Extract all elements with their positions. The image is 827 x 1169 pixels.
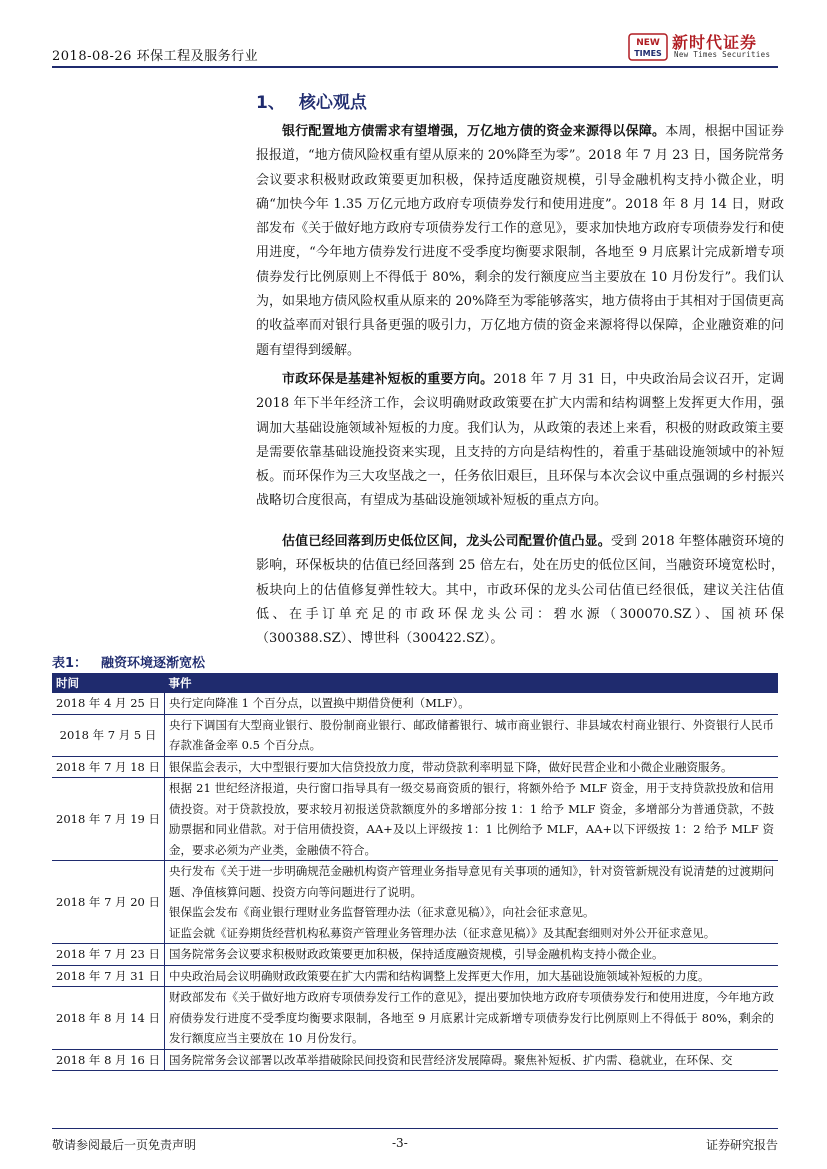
logo-english-name: New Times Securities: [674, 50, 771, 59]
svg-text:NEW: NEW: [636, 38, 660, 48]
table-row: [52, 778, 778, 861]
event-description: [165, 987, 779, 1050]
table-row: [52, 861, 778, 944]
paragraph-body: 本周，根据中国证券报报道，“地方债风险权重有望从原来的 20%降至为零”。2018 年 7 月 23 日，国务院常务会议要求积极财政政策要更加积极，保持适度融资规模，引导金融机构支持小微企业，明确“加快今年 1.35 万亿元地方政府专项债券发行和使用进度”。2018 年 8 月 14 日，财政部发布《关于做好地方政府专项债券发行工作的意见》，要求加快地方政府专项债券发行和使用进度，“今年地方债券发行进度不受季度均衡要求限制，各地至 9 月底累计完成新增专项债券发行比例原则上不得低于 80%，剩余的发行额度应当主要放在 10 月份发行”。我们认为，如果地方债风险权重从原来的 20%降至为零能够落实，地方债将由于其相对于国债更高的收益率而对银行具备更强的吸引力，万亿地方债的资金来源将得以保障，企业融资难的问题有望得到缓解。: [256, 124, 784, 358]
event-line: 财政部发布《关于做好地方政府专项债券发行工作的意见》，提出要加快地方政府专项债券发行和使用进度，今年地方政府债券发行进度不受季度均衡要求限制，各地至 9 月底累计完成新增专项债券发行比例原则上不得低于 80%，剩余的发行额度应当主要放在 10 月份发行。: [169, 990, 774, 1045]
paragraph-valuation: [256, 530, 784, 651]
event-date: 2018 年 7 月 18 日: [52, 756, 165, 778]
paragraph-lead: 市政环保是基建补短板的重要方向。: [282, 372, 494, 387]
page-footer: [52, 1128, 778, 1156]
event-date: 2018 年 7 月 20 日: [52, 861, 165, 944]
paragraph-body: 2018 年 7 月 31 日，中央政治局会议召开，定调 2018 年下半年经济工作，会议明确财政政策要在扩大内需和结构调整上发挥更大作用，强调加大基础设施领域补短板的力度。我们认为，从政策的表述上来看，积极的财政政策主要是需要依靠基础设施投资来实现，且支持的方向是结构性的，着重于基础设施领域中的补短板。而环保作为三大攻坚战之一，任务依旧艰巨，且环保与本次会议中重点强调的乡村振兴战略切合度很高，有望成为基础设施领域补短板的重点方向。: [256, 372, 784, 509]
table-body: [52, 693, 778, 1071]
table-row: [52, 965, 778, 987]
disclaimer-note: 敬请参阅最后一页免责声明: [52, 1138, 197, 1152]
event-description: [165, 693, 779, 714]
event-line: 国务院常务会议要求积极财政政策要更加积极，保持适度融资规模，引导金融机构支持小微企业。: [169, 947, 664, 961]
table-row: [52, 693, 778, 714]
paragraph-bank-demand: [256, 120, 784, 363]
event-line: 证监会就《证券期货经营机构私募资产管理业务管理办法（征求意见稿）》及其配套细则对外公开征求意见。: [169, 925, 716, 940]
event-description: [165, 965, 779, 987]
paragraph-municipal-env: [256, 368, 784, 514]
event-line: 银保监会表示，大中型银行要加大信贷投放力度，带动贷款利率明显下降，做好民营企业和小微企业融资服务。: [169, 759, 733, 774]
event-line: 根据 21 世纪经济报道，央行窗口指导具有一级交易商资质的银行，将额外给予 MLF 资金，用于支持贷款投放和信用债投资。对于贷款投放，要求较月初报送贷款额度外的多增部分按 1：1 给予 MLF 资金，多增部分为普通贷款，不鼓励票据和同业借款。对于信用债投资，AA+及以上评级按 1：1 比例给予 MLF，AA+以下评级按 1：2 给予 MLF 资金，要求必须为产业类，金融债不符合。: [169, 781, 774, 857]
section-number: 1、: [256, 93, 285, 113]
event-date: 2018 年 8 月 14 日: [52, 987, 165, 1050]
section-title: [256, 88, 367, 113]
page-header: [52, 33, 778, 68]
svg-text:TIMES: TIMES: [634, 49, 662, 58]
paragraph-body: 受到 2018 年整体融资环境的影响，环保板块的估值已经回落到 25 倍左右，处在历史的低位区间，当融资环境宽松时，板块向上的估值修复弹性较大。其中，市政环保的龙头公司估值已经很低，建议关注估值低、在手订单充足的市政环保龙头公司：碧水源（300070.SZ）、国祯环保（300388.SZ）、博世科（300422.SZ）。: [256, 534, 784, 647]
table-row: [52, 1049, 778, 1071]
table-row: [52, 756, 778, 778]
event-line: 中央政治局会议明确财政政策要在扩大内需和结构调整上发挥更大作用，加大基础设施领域补短板的力度。: [169, 968, 710, 983]
table-row: [52, 987, 778, 1050]
event-description: [165, 861, 779, 944]
event-line: 银保监会发布《商业银行理财业务监督管理办法（征求意见稿）》，向社会征求意见。: [169, 905, 595, 919]
column-header-date: 时间: [52, 673, 165, 693]
event-date: 2018 年 7 月 19 日: [52, 778, 165, 861]
column-header-event: 事件: [165, 673, 779, 693]
table-row: [52, 944, 778, 966]
event-line: 央行发布《关于进一步明确规范金融机构资产管理业务指导意见有关事项的通知》，针对资管新规没有说清楚的过渡期问题、净值核算问题、投资方向等问题进行了说明。: [169, 864, 774, 899]
event-date: 2018 年 4 月 25 日: [52, 693, 165, 714]
table-row: [52, 714, 778, 756]
header-divider: [52, 66, 778, 68]
report-type: 证券研究报告: [705, 1138, 778, 1152]
financing-events-table: [52, 673, 778, 1071]
header-date-industry: 2018-08-26 环保工程及服务行业: [52, 49, 259, 64]
company-logo: [628, 30, 778, 64]
table-title: 融资环境逐渐宽松: [101, 656, 206, 671]
table-caption: [52, 652, 205, 671]
event-description: [165, 944, 779, 966]
table-label: 表1：: [52, 656, 88, 671]
event-description: [165, 778, 779, 861]
paragraph-lead: 估值已经回落到历史低位区间，龙头公司配置价值凸显。: [282, 534, 611, 549]
footer-divider: [52, 1128, 778, 1129]
logo-chinese-name: 新时代证券: [672, 33, 758, 52]
event-line: 央行定向降准 1 个百分点，以置换中期借贷便利（MLF）。: [169, 696, 470, 710]
event-description: [165, 1049, 779, 1071]
event-date: 2018 年 7 月 5 日: [52, 714, 165, 756]
event-date: 2018 年 7 月 31 日: [52, 965, 165, 987]
event-line: 国务院常务会议部署以改革举措破除民间投资和民营经济发展障碍。聚焦补短板、扩内需、稳就业，在环保、交: [169, 1052, 733, 1067]
event-description: [165, 714, 779, 756]
table-header-row: [52, 673, 778, 693]
event-date: 2018 年 7 月 23 日: [52, 944, 165, 966]
new-times-logo-icon: [628, 32, 668, 62]
event-line: 央行下调国有大型商业银行、股份制商业银行、邮政储蓄银行、城市商业银行、非县域农村商业银行、外资银行人民币存款准备金率 0.5 个百分点。: [169, 717, 774, 752]
page-number: -3-: [392, 1136, 408, 1150]
event-description: [165, 756, 779, 778]
paragraph-lead: 银行配置地方债需求有望增强，万亿地方债的资金来源得以保障。: [282, 124, 666, 139]
section-title-text: 核心观点: [298, 93, 367, 113]
event-date: 2018 年 8 月 16 日: [52, 1049, 165, 1071]
